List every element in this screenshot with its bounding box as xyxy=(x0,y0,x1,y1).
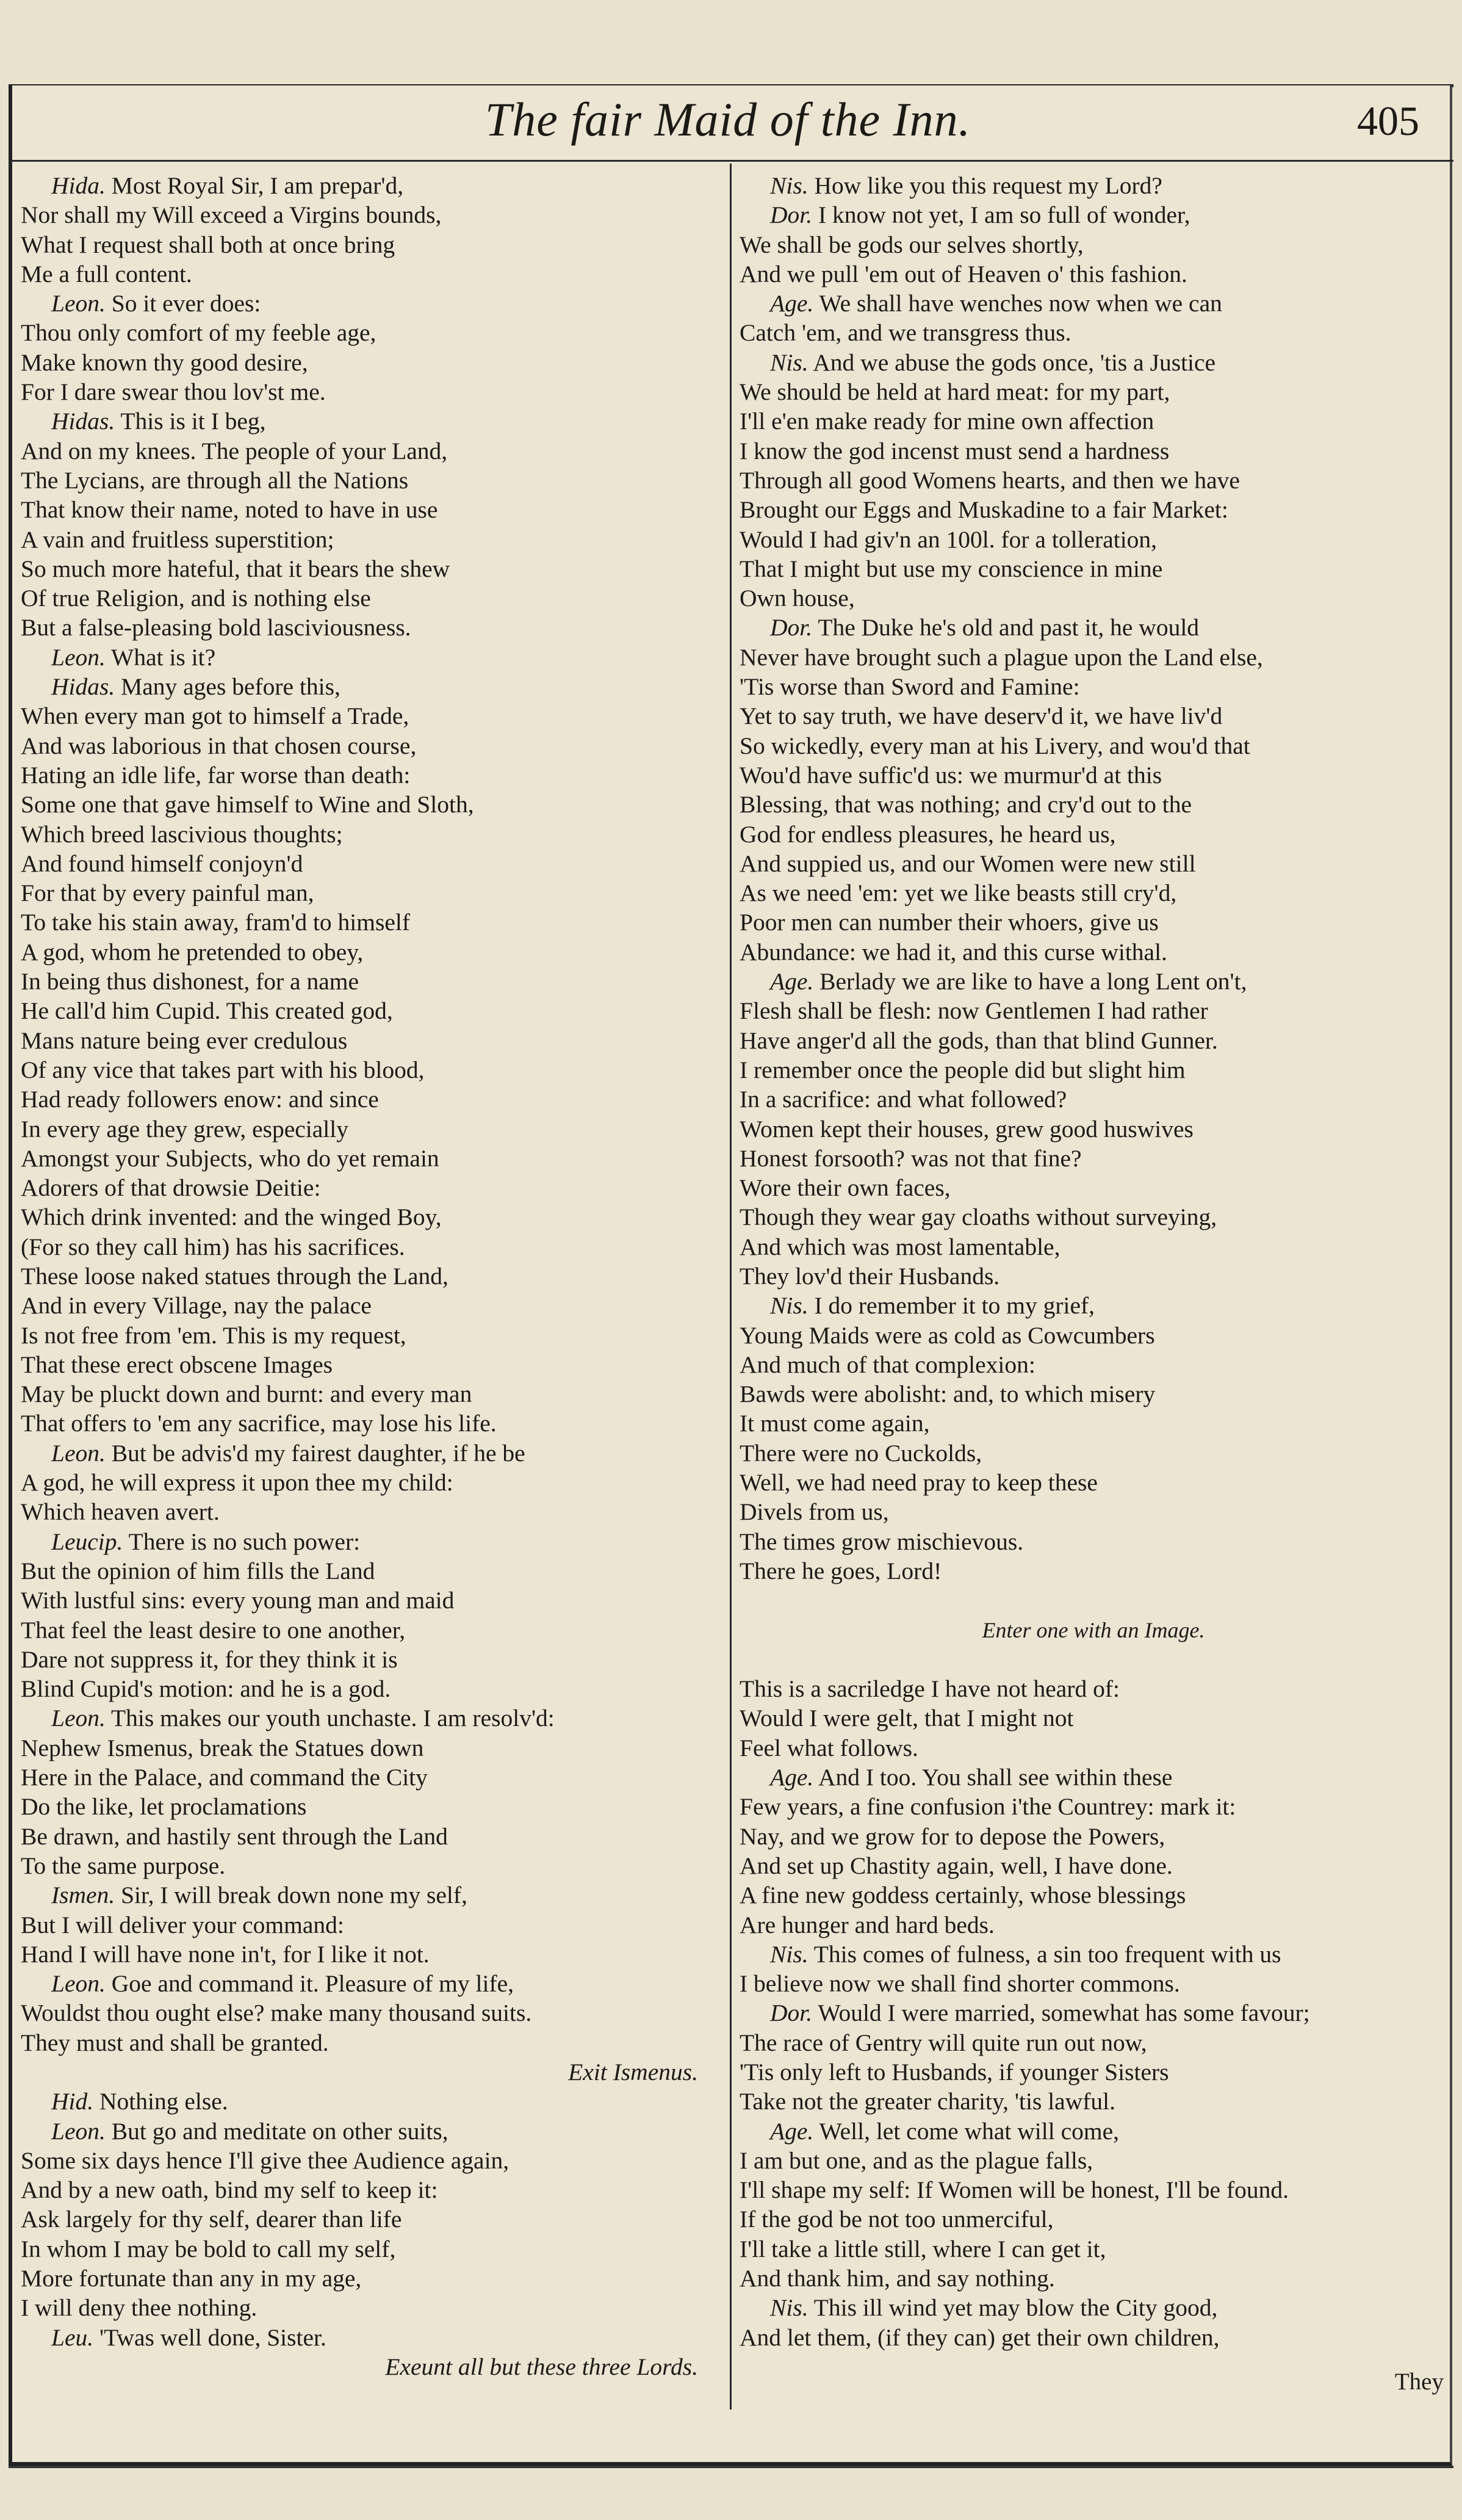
speaker-name: Dor. xyxy=(770,614,813,641)
verse-line: Nor shall my Will exceed a Virgins bounds, xyxy=(21,201,442,229)
verse-line: To the same purpose. xyxy=(21,1852,226,1879)
verse-line: Adorers of that drowsie Deitie: xyxy=(21,1174,321,1202)
speaker-name: Hida. xyxy=(51,172,106,199)
verse-line: Few years, a fine confusion i'the Countrey: mark it: xyxy=(740,1793,1236,1821)
verse-line: I know the god incenst must send a hardness xyxy=(740,437,1170,464)
speech-text: Many ages before this, xyxy=(121,673,340,701)
verse-line: Take not the greater charity, 'tis lawful. xyxy=(740,2088,1115,2115)
speaker-name: Leon. xyxy=(51,1970,106,1998)
speech-line xyxy=(740,1291,1447,1320)
running-title: The fair Maid of the Inn. xyxy=(484,93,971,146)
speaker-name: Nis. xyxy=(770,1940,808,1968)
verse-line: The Lycians, are through all the Nations xyxy=(21,466,409,494)
verse-line: That offers to 'em any sacrifice, may lose his life. xyxy=(21,1410,497,1437)
verse-line: Wore their own faces, xyxy=(740,1174,951,1202)
verse-line: May be pluckt down and burnt: and every man xyxy=(21,1381,472,1408)
verse-line: A god, he will express it upon thee my child: xyxy=(21,1469,453,1496)
verse-line: Flesh shall be flesh: now Gentlemen I had rather xyxy=(740,997,1208,1025)
speaker-name: Leu. xyxy=(51,2323,94,2351)
verse-line: Which breed lascivious thoughts; xyxy=(21,820,343,848)
verse-line: In being thus dishonest, for a name xyxy=(21,968,359,995)
speaker-name: Nis. xyxy=(770,1292,808,1320)
verse-line: Some six days hence I'll give thee Audience again, xyxy=(21,2146,510,2174)
speech-line xyxy=(21,2087,722,2116)
verse-line: They lov'd their Husbands. xyxy=(740,1262,1000,1290)
speech-line xyxy=(740,967,1447,996)
left-column xyxy=(21,171,722,2411)
verse-line: Which heaven avert. xyxy=(21,1498,220,1526)
verse-line: And which was most lamentable, xyxy=(740,1233,1060,1260)
verse-line: We should be held at hard meat: for my part, xyxy=(740,378,1170,406)
speech-line xyxy=(740,1998,1447,2027)
verse-line: Honest forsooth? was not that fine? xyxy=(740,1144,1082,1172)
speech-line xyxy=(21,1969,722,1998)
speaker-name: Age. xyxy=(770,290,814,317)
verse-line: But I will deliver your command: xyxy=(21,1911,344,1938)
verse-line: That know their name, noted to have in use xyxy=(21,496,438,524)
verse-line: Some one that gave himself to Wine and Sloth, xyxy=(21,791,474,818)
speaker-name: Nis. xyxy=(770,172,808,199)
speech-line xyxy=(21,406,722,436)
speaker-name: Ismen. xyxy=(51,1882,115,1909)
speaker-name: Age. xyxy=(770,1764,814,1791)
verse-line: Here in the Palace, and command the City xyxy=(21,1764,428,1791)
speaker-name: Age. xyxy=(770,968,814,995)
verse-line: Would I had giv'n an 100l. for a tolleration, xyxy=(740,525,1158,553)
speech-text: Most Royal Sir, I am prepar'd, xyxy=(111,172,404,199)
stage-direction: Enter one with an Image. xyxy=(982,1617,1205,1642)
speaker-name: Age. xyxy=(770,2117,814,2145)
speech-text: Goe and command it. Pleasure of my life, xyxy=(111,1970,514,1998)
verse-line: And found himself conjoyn'd xyxy=(21,850,303,877)
speech-text: Nothing else. xyxy=(99,2088,228,2115)
verse-line: Divels from us, xyxy=(740,1498,889,1526)
verse-line: These loose naked statues through the Land, xyxy=(21,1262,448,1290)
verse-line: He call'd him Cupid. This created god, xyxy=(21,997,393,1025)
stage-direction: Exit Ismenus. xyxy=(568,2059,698,2085)
verse-line: I believe now we shall find shorter commons. xyxy=(740,1970,1180,1998)
verse-line: Own house, xyxy=(740,585,855,612)
speech-text: But go and meditate on other suits, xyxy=(111,2117,448,2145)
speech-text: We shall have wenches now when we can xyxy=(819,290,1222,317)
verse-line: So much more hateful, that it bears the shew xyxy=(21,555,450,582)
speech-text: Sir, I will break down none my self, xyxy=(121,1882,467,1909)
verse-line: 'Tis only left to Husbands, if younger Sisters xyxy=(740,2059,1169,2085)
verse-line: For I dare swear thou lov'st me. xyxy=(21,378,326,406)
blank-line xyxy=(740,1645,1447,1674)
speech-line xyxy=(740,171,1447,200)
speech-text: And I too. You shall see within these xyxy=(818,1764,1173,1791)
speech-text: I know not yet, I am so full of wonder, xyxy=(818,201,1190,229)
verse-line: Have anger'd all the gods, than that blind Gunner. xyxy=(740,1027,1218,1054)
verse-line: Which drink invented: and the winged Boy, xyxy=(21,1204,442,1231)
verse-line: Yet to say truth, we have deserv'd it, we have liv'd xyxy=(740,702,1223,730)
verse-line: We shall be gods our selves shortly, xyxy=(740,231,1084,258)
speech-line xyxy=(740,2293,1447,2322)
verse-line: Dare not suppress it, for they think it is xyxy=(21,1645,398,1673)
speech-text: This makes our youth unchaste. I am resolv'd: xyxy=(111,1705,555,1732)
verse-line: I remember once the people did but slight him xyxy=(740,1056,1186,1083)
verse-line: Hating an idle life, far worse than death: xyxy=(21,761,411,789)
verse-line: And suppied us, and our Women were new still xyxy=(740,850,1196,877)
bottom-rule xyxy=(9,2466,1453,2468)
verse-line: Poor men can number their whoers, give us xyxy=(740,909,1159,936)
verse-line: Brought our Eggs and Muskadine to a fair Market: xyxy=(740,496,1228,524)
verse-line: Blessing, that was nothing; and cry'd out to the xyxy=(740,791,1192,818)
verse-line: This is a sacriledge I have not heard of: xyxy=(740,1675,1120,1703)
speech-text: So it ever does: xyxy=(111,290,261,317)
verse-line: There he goes, Lord! xyxy=(740,1557,942,1584)
speech-line xyxy=(740,200,1447,229)
verse-line: And much of that complexion: xyxy=(740,1351,1035,1378)
speech-text: This is it I beg, xyxy=(120,408,266,435)
stage-direction: Exeunt all but these three Lords. xyxy=(385,2353,698,2380)
speech-line xyxy=(740,289,1447,318)
speech-line xyxy=(21,1880,722,1910)
verse-line: The race of Gentry will quite run out now, xyxy=(740,2029,1147,2056)
verse-line: Nephew Ismenus, break the Statues down xyxy=(21,1734,424,1761)
verse-line: And thank him, and say nothing. xyxy=(740,2265,1055,2292)
speech-line xyxy=(21,643,722,672)
verse-line: But the opinion of him fills the Land xyxy=(21,1557,375,1584)
verse-line: Feel what follows. xyxy=(740,1734,918,1761)
speech-line xyxy=(740,348,1447,377)
speech-text: This ill wind yet may blow the City good, xyxy=(813,2294,1218,2322)
verse-line: To take his stain away, fram'd to himself xyxy=(21,909,411,936)
verse-line: For that by every painful man, xyxy=(21,879,314,907)
verse-line: Hand I will have none in't, for I like it not. xyxy=(21,1940,430,1968)
verse-line: In a sacrifice: and what followed? xyxy=(740,1086,1067,1113)
speech-line xyxy=(21,289,722,318)
verse-line: When every man got to himself a Trade, xyxy=(21,702,409,730)
speech-text: The Duke he's old and past it, he would xyxy=(818,614,1200,641)
page-header xyxy=(12,88,1444,168)
verse-line: Women kept their houses, grew good huswives xyxy=(740,1115,1194,1143)
verse-line: What I request shall both at once bring xyxy=(21,231,395,258)
speech-line xyxy=(740,1763,1447,1792)
verse-line: Wouldst thou ought else? make many thousand suits. xyxy=(21,1999,532,2027)
speaker-name: Leon. xyxy=(51,643,106,671)
speech-line xyxy=(21,2117,722,2146)
verse-line: Never have brought such a plague upon the Land else, xyxy=(740,643,1263,671)
speech-text: This comes of fulness, a sin too frequent with us xyxy=(813,1940,1281,1968)
verse-line: There were no Cuckolds, xyxy=(740,1439,982,1467)
verse-line: Do the like, let proclamations xyxy=(21,1793,307,1821)
verse-line: It must come again, xyxy=(740,1410,930,1437)
speech-text: I do remember it to my grief, xyxy=(814,1292,1095,1320)
verse-line: Mans nature being ever credulous xyxy=(21,1027,348,1054)
verse-line: But a false-pleasing bold lasciviousness. xyxy=(21,614,411,641)
speech-line xyxy=(21,1527,722,1556)
speaker-name: Dor. xyxy=(770,1999,813,2027)
speaker-name: Leucip. xyxy=(51,1528,123,1555)
speech-text: There is no such power: xyxy=(128,1528,361,1555)
verse-line: I'll shape my self: If Women will be honest, I'll be found. xyxy=(740,2176,1289,2204)
verse-line: And let them, (if they can) get their own children, xyxy=(740,2323,1220,2351)
verse-line: In whom I may be bold to call my self, xyxy=(21,2235,396,2262)
verse-line: I'll e'en make ready for mine own affection xyxy=(740,408,1154,435)
verse-line: I am but one, and as the plague falls, xyxy=(740,2146,1093,2174)
speech-text: Well, let come what will come, xyxy=(819,2117,1119,2145)
verse-line: That feel the least desire to one another, xyxy=(21,1616,406,1644)
verse-line: Nay, and we grow for to depose the Powers, xyxy=(740,1822,1165,1850)
speech-text: But be advis'd my fairest daughter, if he be xyxy=(111,1439,525,1467)
verse-line: Of any vice that takes part with his blood, xyxy=(21,1056,425,1083)
verse-line: In every age they grew, especially xyxy=(21,1115,349,1143)
verse-line: Is not free from 'em. This is my request, xyxy=(21,1321,406,1349)
verse-line: Would I were gelt, that I might not xyxy=(740,1705,1074,1732)
verse-line: Young Maids were as cold as Cowcumbers xyxy=(740,1321,1155,1349)
verse-line: I will deny thee nothing. xyxy=(21,2294,257,2322)
speech-line xyxy=(740,1940,1447,1969)
verse-line: Be drawn, and hastily sent through the Land xyxy=(21,1822,448,1850)
speech-text: 'Twas well done, Sister. xyxy=(99,2323,326,2351)
verse-line: More fortunate than any in my age, xyxy=(21,2265,362,2292)
verse-line: Blind Cupid's motion: and he is a god. xyxy=(21,1675,391,1703)
verse-line: They must and shall be granted. xyxy=(21,2029,329,2056)
speech-text: What is it? xyxy=(111,643,216,671)
verse-line: So wickedly, every man at his Livery, and wou'd that xyxy=(740,732,1250,759)
speech-text: And we abuse the gods once, 'tis a Justice xyxy=(813,348,1216,376)
verse-line: Bawds were abolisht: and, to which misery xyxy=(740,1381,1156,1408)
verse-line: And on my knees. The people of your Land, xyxy=(21,437,448,464)
speaker-name: Leon. xyxy=(51,290,106,317)
verse-line: With lustful sins: every young man and maid xyxy=(21,1587,455,1614)
column-divider xyxy=(730,164,732,2410)
verse-line: And by a new oath, bind my self to keep it: xyxy=(21,2176,438,2204)
verse-line: Are hunger and hard beds. xyxy=(740,1911,995,1938)
speech-line xyxy=(21,1439,722,1468)
speech-line xyxy=(21,171,722,200)
speech-text: Would I were married, somewhat has some favour; xyxy=(818,1999,1310,2027)
verse-line: I'll take a little still, where I can get it, xyxy=(740,2235,1106,2262)
verse-line: Make known thy good desire, xyxy=(21,348,308,376)
verse-line: That these erect obscene Images xyxy=(21,1351,333,1378)
speaker-name: Leon. xyxy=(51,1439,106,1467)
catchword: They xyxy=(1394,2369,1444,2395)
verse-line: A vain and fruitless superstition; xyxy=(21,525,334,553)
verse-line: The times grow mischievous. xyxy=(740,1528,1024,1555)
verse-line: God for endless pleasures, he heard us, xyxy=(740,820,1116,848)
verse-line: And we pull 'em out of Heaven o' this fashion. xyxy=(740,260,1187,287)
verse-line: Had ready followers enow: and since xyxy=(21,1086,379,1113)
speaker-name: Dor. xyxy=(770,201,813,229)
speech-line xyxy=(21,2323,722,2352)
verse-line: Abundance: we had it, and this curse withal. xyxy=(740,938,1167,966)
verse-line: Ask largely for thy self, dearer than life xyxy=(21,2206,402,2233)
page-number: 405 xyxy=(1357,98,1419,144)
verse-line: Through all good Womens hearts, and then we have xyxy=(740,466,1240,494)
verse-line: If the god be not too unmerciful, xyxy=(740,2206,1054,2233)
verse-line: Though they wear gay cloaths without surveying, xyxy=(740,1204,1217,1231)
verse-line: (For so they call him) has his sacrifices. xyxy=(21,1233,405,1260)
verse-line: A god, whom he pretended to obey, xyxy=(21,938,364,966)
verse-line: Well, we had need pray to keep these xyxy=(740,1469,1098,1496)
verse-line: Amongst your Subjects, who do yet remain xyxy=(21,1144,439,1172)
speech-line xyxy=(740,613,1447,642)
speaker-name: Leon. xyxy=(51,2117,106,2145)
speaker-name: Hid. xyxy=(51,2088,94,2115)
speaker-name: Hidas. xyxy=(51,408,115,435)
verse-line: Of true Religion, and is nothing else xyxy=(21,585,371,612)
verse-line: And in every Village, nay the palace xyxy=(21,1292,372,1320)
header-rule xyxy=(9,160,1453,162)
verse-line: A fine new goddess certainly, whose blessings xyxy=(740,1882,1186,1909)
speech-line xyxy=(21,1703,722,1733)
speech-text: Berlady we are like to have a long Lent on't, xyxy=(819,968,1247,995)
verse-line: And set up Chastity again, well, I have done. xyxy=(740,1852,1173,1879)
speaker-name: Hidas. xyxy=(51,673,115,701)
speech-line xyxy=(21,672,722,701)
verse-line: Thou only comfort of my feeble age, xyxy=(21,319,376,347)
verse-line: That I might but use my conscience in mine xyxy=(740,555,1163,582)
speaker-name: Nis. xyxy=(770,348,808,376)
speech-line xyxy=(740,2117,1447,2146)
verse-line: 'Tis worse than Sword and Famine: xyxy=(740,673,1080,701)
speech-text: How like you this request my Lord? xyxy=(814,172,1162,199)
blank-line xyxy=(740,1586,1447,1615)
verse-line: Catch 'em, and we transgress thus. xyxy=(740,319,1071,347)
verse-line: As we need 'em: yet we like beasts still cry'd, xyxy=(740,879,1177,907)
speaker-name: Nis. xyxy=(770,2294,808,2322)
verse-line: Wou'd have suffic'd us: we murmur'd at this xyxy=(740,761,1162,789)
verse-line: Me a full content. xyxy=(21,260,192,287)
verse-line: And was laborious in that chosen course, xyxy=(21,732,417,759)
right-column xyxy=(740,171,1447,2411)
speaker-name: Leon. xyxy=(51,1705,106,1732)
